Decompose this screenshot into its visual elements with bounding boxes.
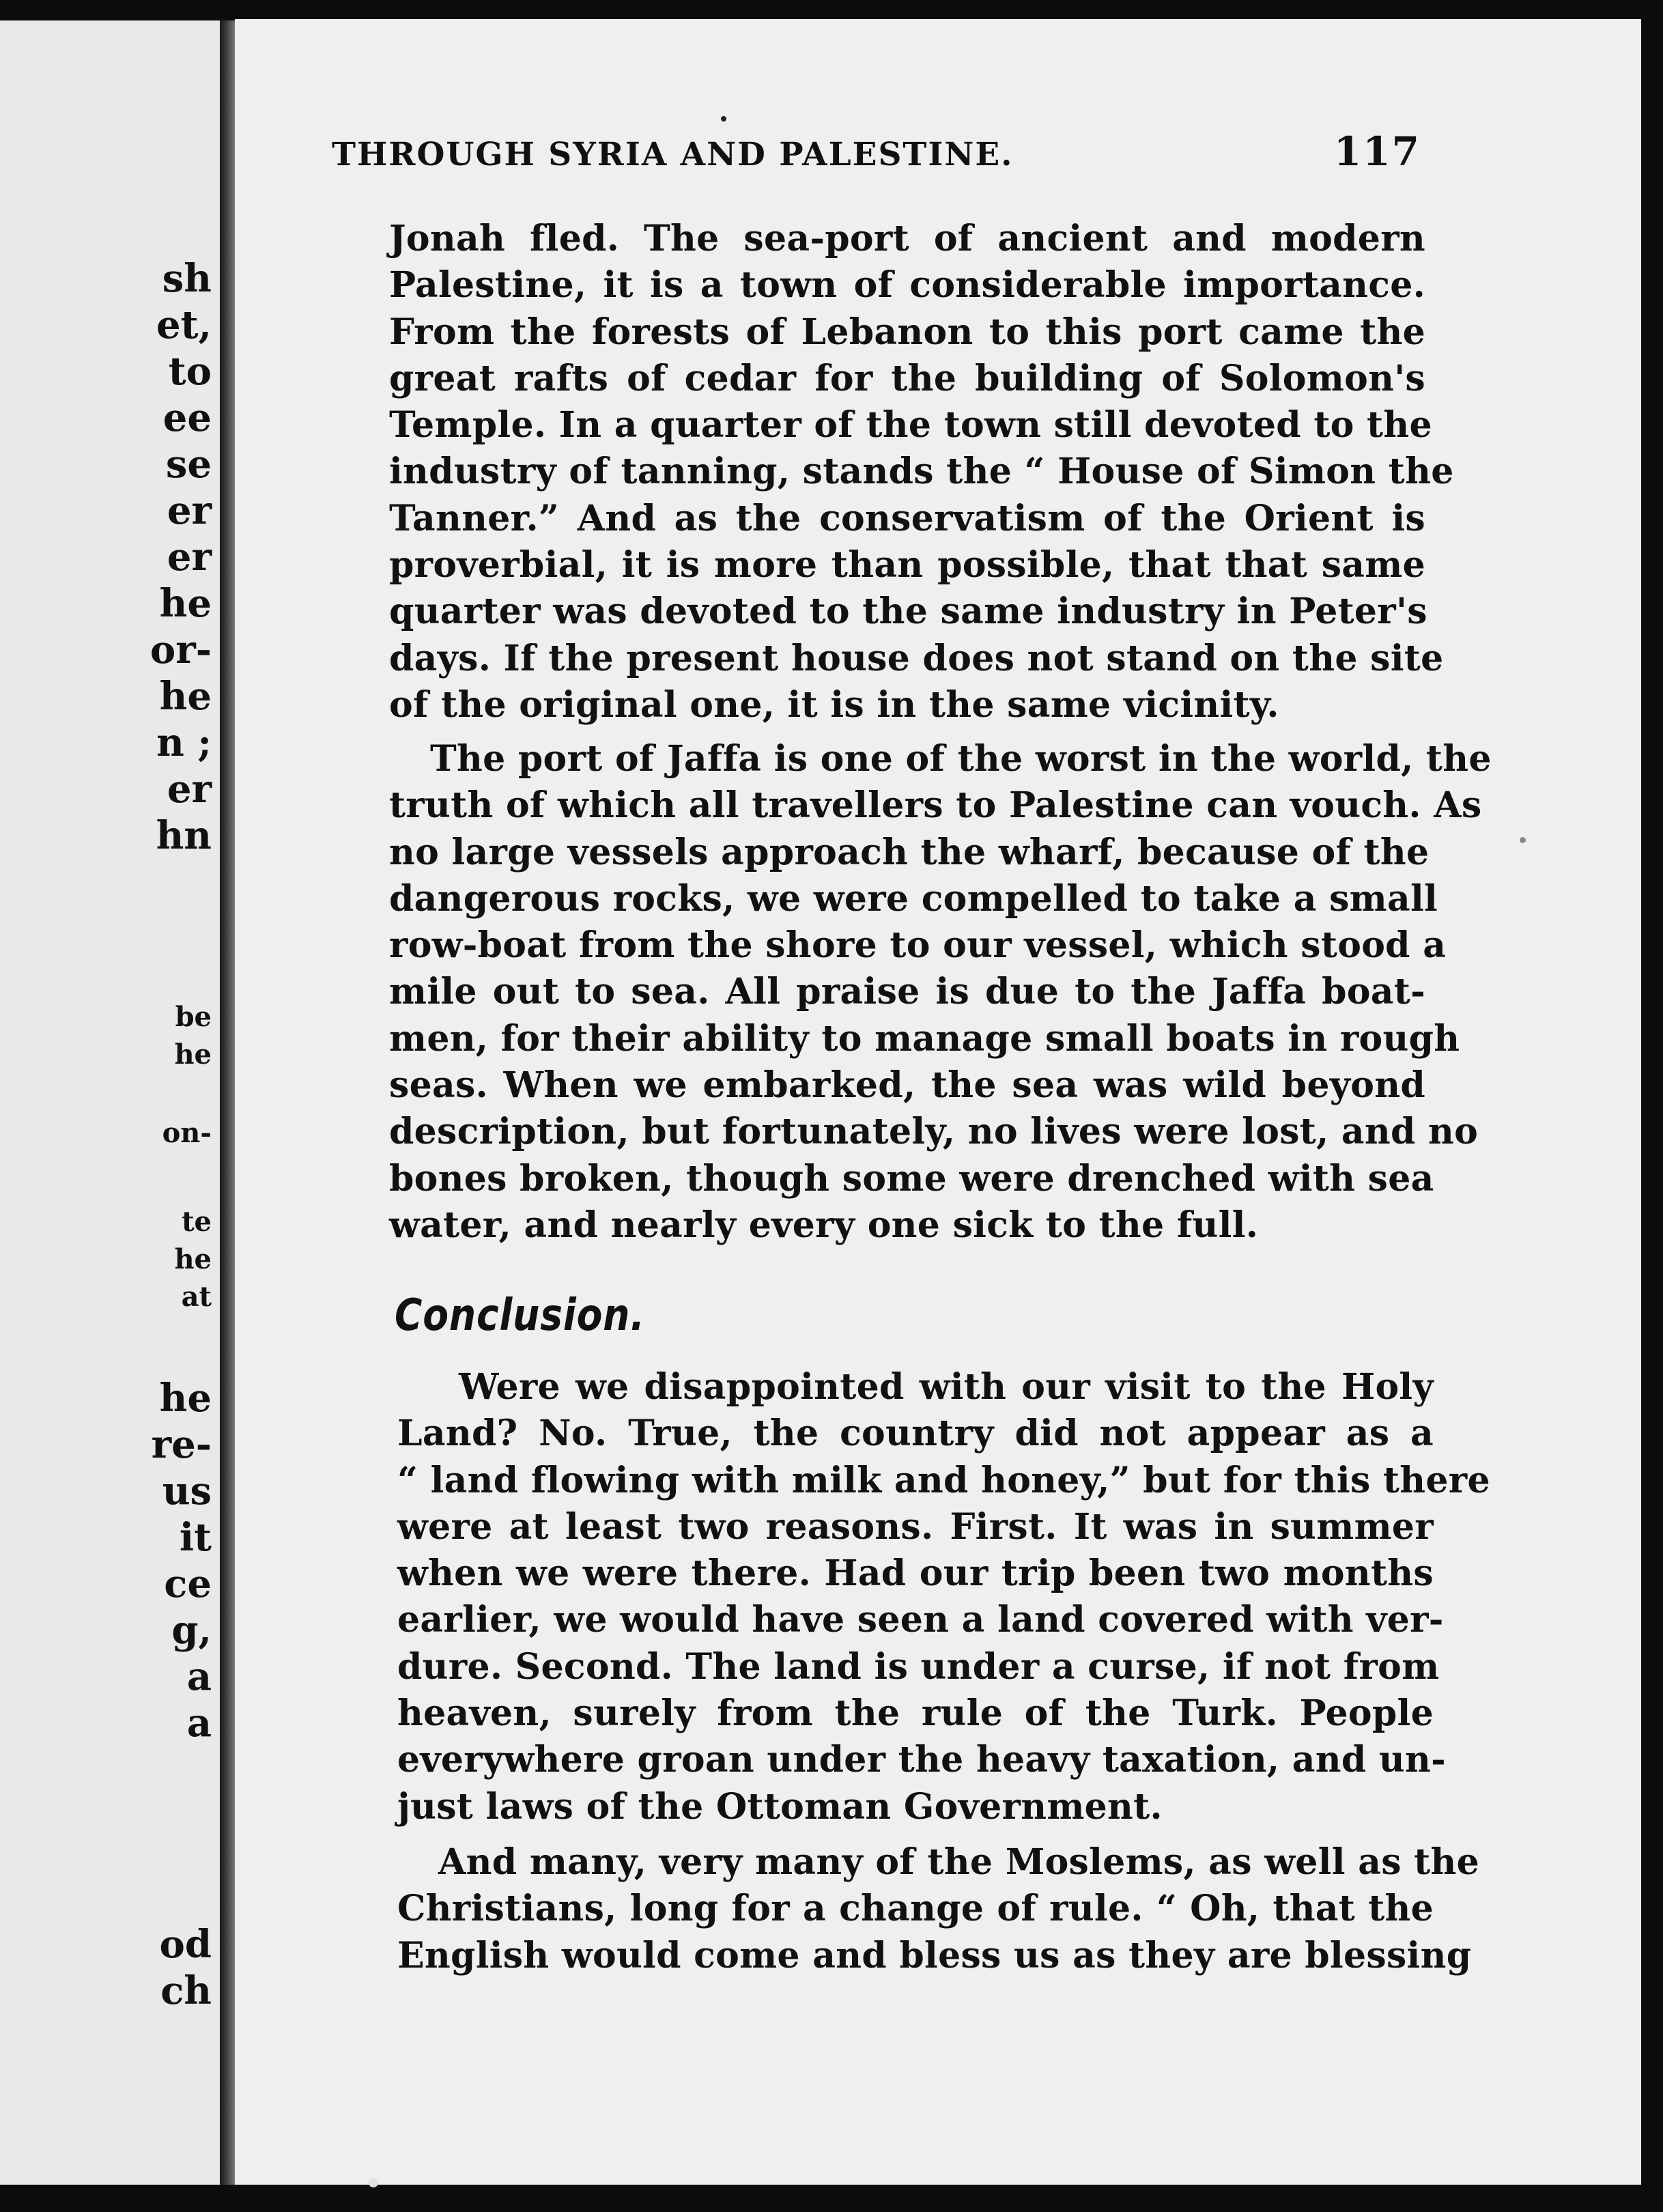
facing-fragment: er bbox=[167, 767, 212, 812]
text-line: just laws of the Ottoman Government. bbox=[397, 1785, 1163, 1828]
scan-border bbox=[1641, 19, 1663, 2185]
text-line: Christians, long for a change of rule. “ Oh, that the bbox=[397, 1888, 1434, 1930]
paragraph-1 bbox=[389, 216, 1454, 728]
paragraph-4 bbox=[397, 1839, 1479, 1979]
text-line: when we were there. Had our trip been two months bbox=[397, 1552, 1434, 1595]
text-line: row-boat from the shore to our vessel, which stood a bbox=[389, 924, 1447, 967]
text-line: everywhere groan under the heavy taxation, and un- bbox=[397, 1739, 1446, 1781]
running-head bbox=[332, 128, 1421, 175]
text-line: Land? No. True, the country did not appear as a bbox=[397, 1413, 1434, 1455]
facing-fragment: g, bbox=[171, 1608, 212, 1653]
facing-fragment: he bbox=[159, 581, 212, 626]
facing-fragment: he bbox=[174, 1038, 212, 1070]
paragraph-2 bbox=[389, 736, 1492, 1249]
facing-fragment: n ; bbox=[156, 720, 212, 765]
text-line: bones broken, though some were drenched with sea bbox=[389, 1157, 1434, 1200]
facing-fragment: to bbox=[168, 349, 212, 394]
facing-fragment: at bbox=[181, 1281, 212, 1313]
facing-fragment: re- bbox=[151, 1422, 212, 1467]
text-line: “ land flowing with milk and honey,” but for this there bbox=[397, 1459, 1490, 1501]
text-line: truth of which all travellers to Palestine can vouch. As bbox=[389, 784, 1482, 827]
text-line: Jonah fled. The sea-port of ancient and modern bbox=[389, 218, 1425, 259]
text-line: heaven, surely from the rule of the Turk. People bbox=[397, 1692, 1434, 1735]
print-speck bbox=[369, 2178, 378, 2187]
text-line: industry of tanning, stands the “ House of Simon the bbox=[389, 451, 1454, 493]
text-line: The port of Jaffa is one of the worst in the world, the bbox=[430, 738, 1492, 780]
facing-fragment: se bbox=[165, 442, 212, 487]
facing-fragment: et, bbox=[156, 302, 212, 348]
text-line: water, and nearly every one sick to the full. bbox=[389, 1204, 1259, 1246]
text-line: earlier, we would have seen a land covered with ver- bbox=[397, 1599, 1444, 1641]
text-line: description, but fortunately, no lives were lost, and no bbox=[389, 1111, 1479, 1153]
facing-fragment: sh bbox=[162, 256, 212, 301]
facing-fragment: ce bbox=[164, 1561, 212, 1606]
facing-fragment: ch bbox=[160, 1968, 212, 2013]
section-heading: Conclusion. bbox=[395, 1290, 646, 1341]
text-line: proverbial, it is more than possible, that that same bbox=[389, 544, 1425, 586]
text-line: days. If the present house does not stand on the site bbox=[389, 637, 1444, 679]
text-line: were at least two reasons. First. It was in summer bbox=[397, 1505, 1434, 1548]
facing-fragment: ee bbox=[162, 395, 212, 440]
text-line: seas. When we embarked, the sea was wild beyond bbox=[389, 1064, 1425, 1107]
text-line: Palestine, it is a town of considerable importance. bbox=[389, 264, 1425, 307]
text-line: no large vessels approach the wharf, because of the bbox=[389, 831, 1430, 873]
facing-fragment: or- bbox=[150, 627, 212, 672]
text-line: great rafts of cedar for the building of Solomon's bbox=[389, 357, 1425, 399]
facing-fragment: us bbox=[162, 1469, 212, 1514]
text-line: Temple. In a quarter of the town still devoted to the bbox=[389, 404, 1432, 446]
page-number: 117 bbox=[1333, 128, 1421, 175]
print-speck bbox=[721, 116, 726, 122]
text-line: Were we disappointed with our visit to the Holy bbox=[459, 1366, 1434, 1408]
text-line: men, for their ability to manage small boats in rough bbox=[389, 1017, 1460, 1060]
facing-fragment: hn bbox=[156, 813, 212, 858]
text-line: dure. Second. The land is under a curse, if not from bbox=[397, 1645, 1440, 1688]
paragraph-3 bbox=[397, 1364, 1490, 1830]
facing-fragment: a bbox=[186, 1701, 212, 1746]
facing-fragment: er bbox=[167, 488, 212, 533]
text-line: And many, very many of the Moslems, as well as the bbox=[438, 1841, 1479, 1883]
text-line: Tanner.” And as the conservatism of the Orient is bbox=[389, 497, 1425, 539]
facing-fragment: od bbox=[159, 1922, 212, 1967]
book-gutter bbox=[220, 20, 235, 2185]
text-line: English would come and bless us as they are blessing bbox=[397, 1934, 1472, 1976]
facing-fragment: he bbox=[174, 1243, 212, 1275]
facing-fragment: it bbox=[179, 1515, 212, 1560]
facing-fragment: te bbox=[182, 1206, 212, 1238]
facing-fragment: on- bbox=[162, 1117, 212, 1149]
facing-fragment: be bbox=[175, 1001, 212, 1033]
facing-fragment: er bbox=[167, 535, 212, 580]
running-title: THROUGH SYRIA AND PALESTINE. bbox=[332, 136, 1014, 173]
facing-fragment: he bbox=[159, 1376, 212, 1421]
text-line: dangerous rocks, we were compelled to take a small bbox=[389, 877, 1438, 920]
text-line: quarter was devoted to the same industry in Peter's bbox=[389, 591, 1427, 633]
facing-fragment: he bbox=[159, 674, 212, 719]
print-speck bbox=[1520, 837, 1526, 843]
facing-page bbox=[0, 20, 220, 2185]
text-line: mile out to sea. All praise is due to the Jaffa boat- bbox=[389, 971, 1425, 1013]
text-line: From the forests of Lebanon to this port came the bbox=[389, 311, 1425, 353]
text-line: of the original one, it is in the same vicinity. bbox=[389, 683, 1279, 726]
facing-fragment: a bbox=[186, 1654, 212, 1699]
